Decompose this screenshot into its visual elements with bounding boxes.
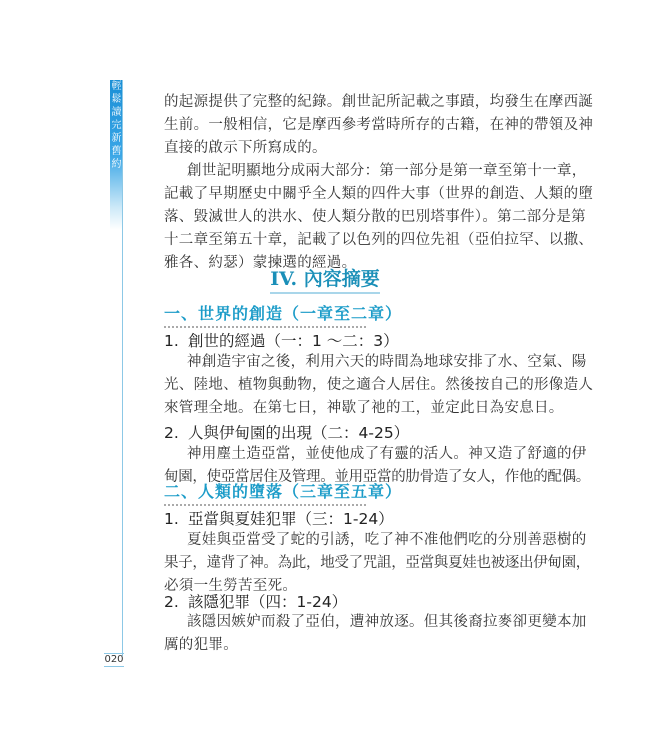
item-heading xyxy=(164,421,409,443)
item-heading xyxy=(164,329,399,351)
text-line: 果子，違背了神。為此，地受了咒詛，亞當與夏娃也被逐出伊甸園， xyxy=(164,555,590,571)
text-line: 夏娃與亞當受了蛇的引誘，吃了神不准他們吃的分別善惡樹的 xyxy=(187,532,587,548)
item-number: 1. xyxy=(164,332,179,350)
item-heading xyxy=(164,507,394,529)
text-line: 光、陸地、植物與動物，使之適合人居住。然後按自己的形像造人 xyxy=(164,377,594,393)
item-title: 人與伊甸園的出現（二：4-25） xyxy=(188,424,410,442)
item-number: 1. xyxy=(164,510,179,528)
side-tab-char: 讀 xyxy=(111,107,122,118)
text-line: 直接的啟示下所寫成的。 xyxy=(164,140,327,156)
text-line: 神用塵土造亞當，並使他成了有靈的活人。神又造了舒適的伊 xyxy=(187,446,587,462)
main-heading-text: IV. 內容摘要 xyxy=(270,268,380,294)
section-heading: 二、人類的墮落（三章至五章） xyxy=(164,479,366,506)
main-heading xyxy=(0,264,650,291)
item-title: 亞當與夏娃犯罪（三：1-24） xyxy=(188,510,394,528)
side-tab-char: 舊 xyxy=(111,146,122,157)
item-paragraph xyxy=(164,351,594,420)
text-line: 甸園，使亞當居住及管理。並用亞當的肋骨造了女人，作他的配偶。 xyxy=(164,469,590,485)
side-tab-char: 輕 xyxy=(111,81,122,92)
item-title: 創世的經過（一：1 ～二：3） xyxy=(188,332,399,350)
text-line: 來管理全地。在第七日，神歇了祂的工，並定此日為安息日。 xyxy=(164,400,564,416)
item-paragraph xyxy=(164,611,587,657)
text-line: 十二章至第五十章，記載了以色列的四位先祖（亞伯拉罕、以撒、 xyxy=(164,232,594,248)
side-tab-char: 約 xyxy=(111,159,122,170)
text-line: 的起源提供了完整的紀錄。創世記所記載之事蹟，均發生在摩西誕 xyxy=(164,94,594,110)
text-line: 落、毀滅世人的洪水、使人類分散的巴別塔事件）。第二部分是第 xyxy=(164,209,586,225)
margin-rule xyxy=(122,80,123,656)
text-line: 生前。一般相信，它是摩西參考當時所存的古籍，在神的帶領及神 xyxy=(164,117,594,133)
text-line: 厲的犯罪。 xyxy=(164,637,238,653)
intro-paragraph-1 xyxy=(164,91,594,160)
side-tab-char: 完 xyxy=(111,120,122,131)
text-line: 創世記明顯地分成兩大部分：第一部分是第一章至第十一章， xyxy=(187,163,587,179)
text-line: 記載了早期歷史中關乎全人類的四件大事（世界的創造、人類的墮 xyxy=(164,186,594,202)
item-number: 2. xyxy=(164,424,179,442)
intro-paragraph-2 xyxy=(164,160,594,275)
side-tab-char: 鬆 xyxy=(111,94,122,105)
side-tab-char: 新 xyxy=(111,133,122,144)
item-paragraph xyxy=(164,529,590,598)
item-number: 2. xyxy=(164,593,179,611)
item-title: 該隱犯罪（四：1-24） xyxy=(188,593,348,611)
text-line: 該隱因嫉妒而殺了亞伯，遭神放逐。但其後裔拉麥卻更變本加 xyxy=(187,614,587,630)
page-number: 020 xyxy=(104,654,124,665)
text-line: 神創造宇宙之後，利用六天的時間為地球安排了水、空氣、陽 xyxy=(187,354,587,370)
item-heading xyxy=(164,590,347,612)
section-heading: 一、世界的創造（一章至二章） xyxy=(164,301,366,328)
text-line: 必須一生勞苦至死。 xyxy=(164,578,298,594)
text-line: 雅各、約瑟）蒙揀選的經過。 xyxy=(164,255,357,271)
